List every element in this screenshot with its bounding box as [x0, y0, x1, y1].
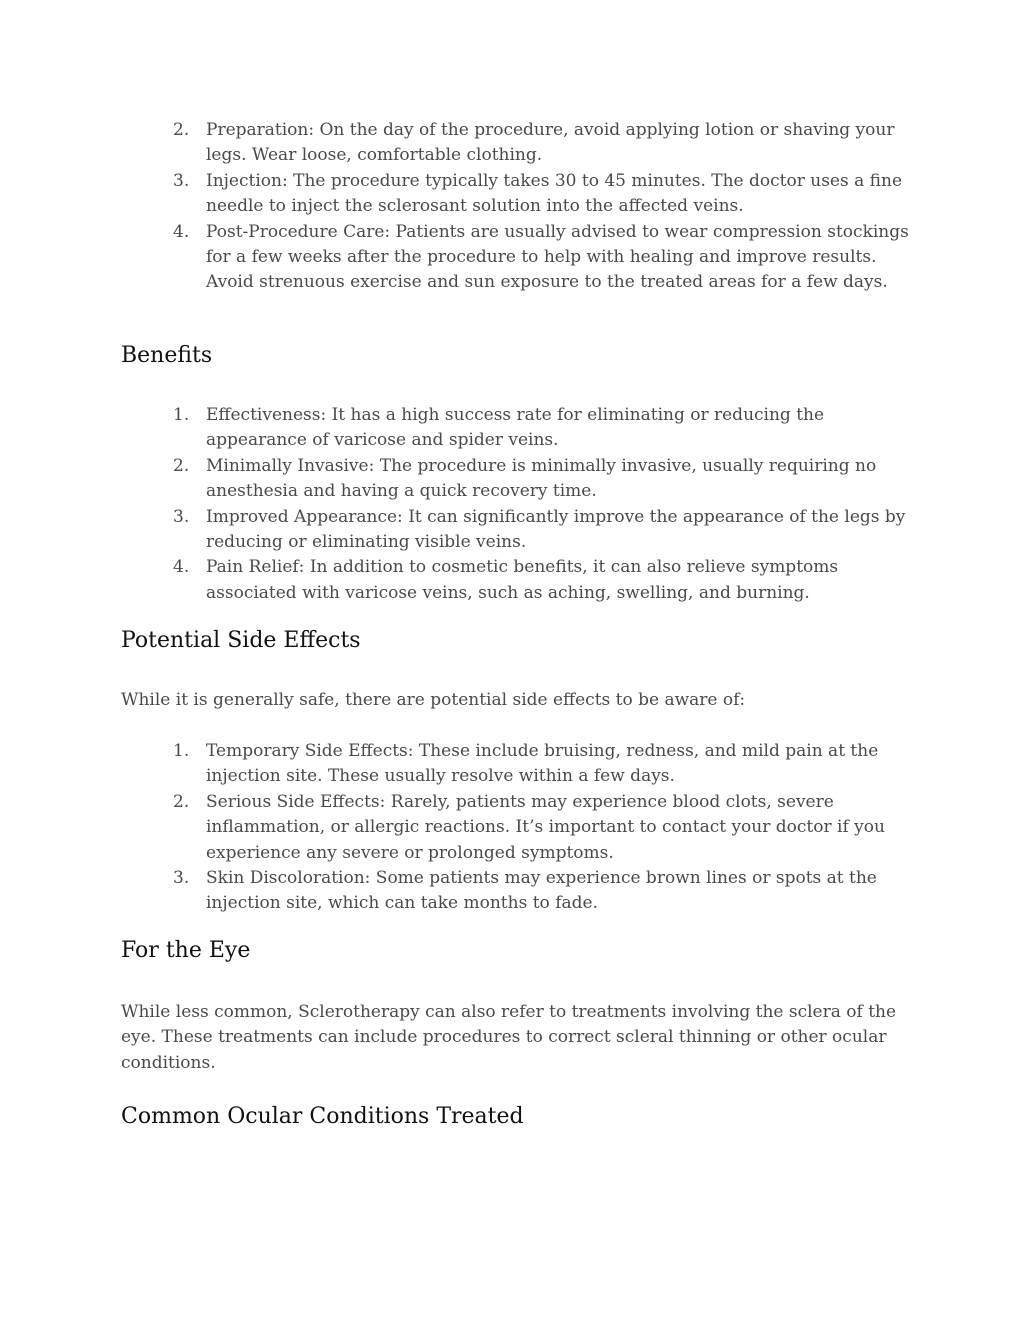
list-item	[121, 454, 911, 505]
list-item-number: 4.	[173, 557, 190, 578]
list-item-text: Injection: The procedure typically takes 30 to 45 minutes. The doctor uses a fine needle to inject the sclerosant solution into the affected veins.	[206, 170, 903, 217]
list-item-text: Minimally Invasive: The procedure is minimally invasive, usually requiring no anesthesia and having a quick recovery time.	[206, 455, 877, 502]
list-item-number: 2.	[173, 120, 190, 140]
side-effects-list	[121, 739, 911, 917]
procedure-steps-list	[121, 118, 911, 296]
list-item-text: Effectiveness: It has a high success rate for eliminating or reducing the appearance of varicose and spider veins.	[206, 405, 825, 451]
list-item-text: Pain Relief: In addition to cosmetic benefits, it can also relieve symptoms associated with varicose veins, such as aching, swelling, and burning.	[206, 557, 839, 603]
ocular-conditions-heading: Common Ocular Conditions Treated	[121, 1104, 524, 1129]
list-item	[121, 403, 911, 454]
list-item-number: 3.	[173, 170, 190, 191]
list-item-text: Improved Appearance: It can significantly improve the appearance of the legs by reducing or eliminating visible veins.	[206, 506, 906, 553]
list-item	[121, 505, 911, 556]
eye-heading: For the Eye	[121, 938, 251, 963]
list-item-text: Post-Procedure Care: Patients are usually advised to wear compression stockings for a few weeks after the procedure to help with healing and improve results. Avoid strenuous exercise and sun exposure to the treated areas for a few days.	[206, 221, 909, 293]
benefits-heading: Benefits	[121, 343, 213, 368]
list-item-number: 3.	[173, 506, 190, 527]
list-item-text: Serious Side Effects: Rarely, patients may experience blood clots, severe inflammation, or allergic reactions. It’s important to contact your doctor if you experience any severe or prolonged symptoms.	[206, 791, 885, 863]
benefits-list	[121, 403, 911, 606]
list-item-number: 1.	[173, 741, 190, 761]
list-item	[121, 790, 911, 866]
list-item-text: Temporary Side Effects: These include bruising, redness, and mild pain at the injection site. These usually resolve within a few days.	[206, 741, 879, 787]
list-item-number: 4.	[173, 221, 190, 242]
list-item-number: 3.	[173, 868, 190, 889]
list-item	[121, 220, 911, 296]
list-item	[121, 169, 911, 220]
list-item-number: 2.	[173, 455, 190, 476]
list-item	[121, 555, 911, 606]
side-effects-intro: While it is generally safe, there are potential side effects to be aware of:	[121, 690, 746, 710]
eye-paragraph: While less common, Sclerotherapy can also refer to treatments involving the sclera of the eye. These treatments can include procedures to correct scleral thinning or other ocular conditions.	[121, 1002, 897, 1073]
list-item	[121, 739, 911, 790]
list-item-number: 1.	[173, 405, 190, 425]
list-item-text: Skin Discoloration: Some patients may experience brown lines or spots at the injection site, which can take months to fade.	[206, 868, 877, 914]
list-item	[121, 118, 911, 169]
list-item-text: Preparation: On the day of the procedure, avoid applying lotion or shaving your legs. Wear loose, comfortable clothing.	[206, 120, 895, 166]
list-item-number: 2.	[173, 791, 190, 812]
side-effects-heading: Potential Side Effects	[121, 628, 361, 653]
list-item	[121, 866, 911, 917]
